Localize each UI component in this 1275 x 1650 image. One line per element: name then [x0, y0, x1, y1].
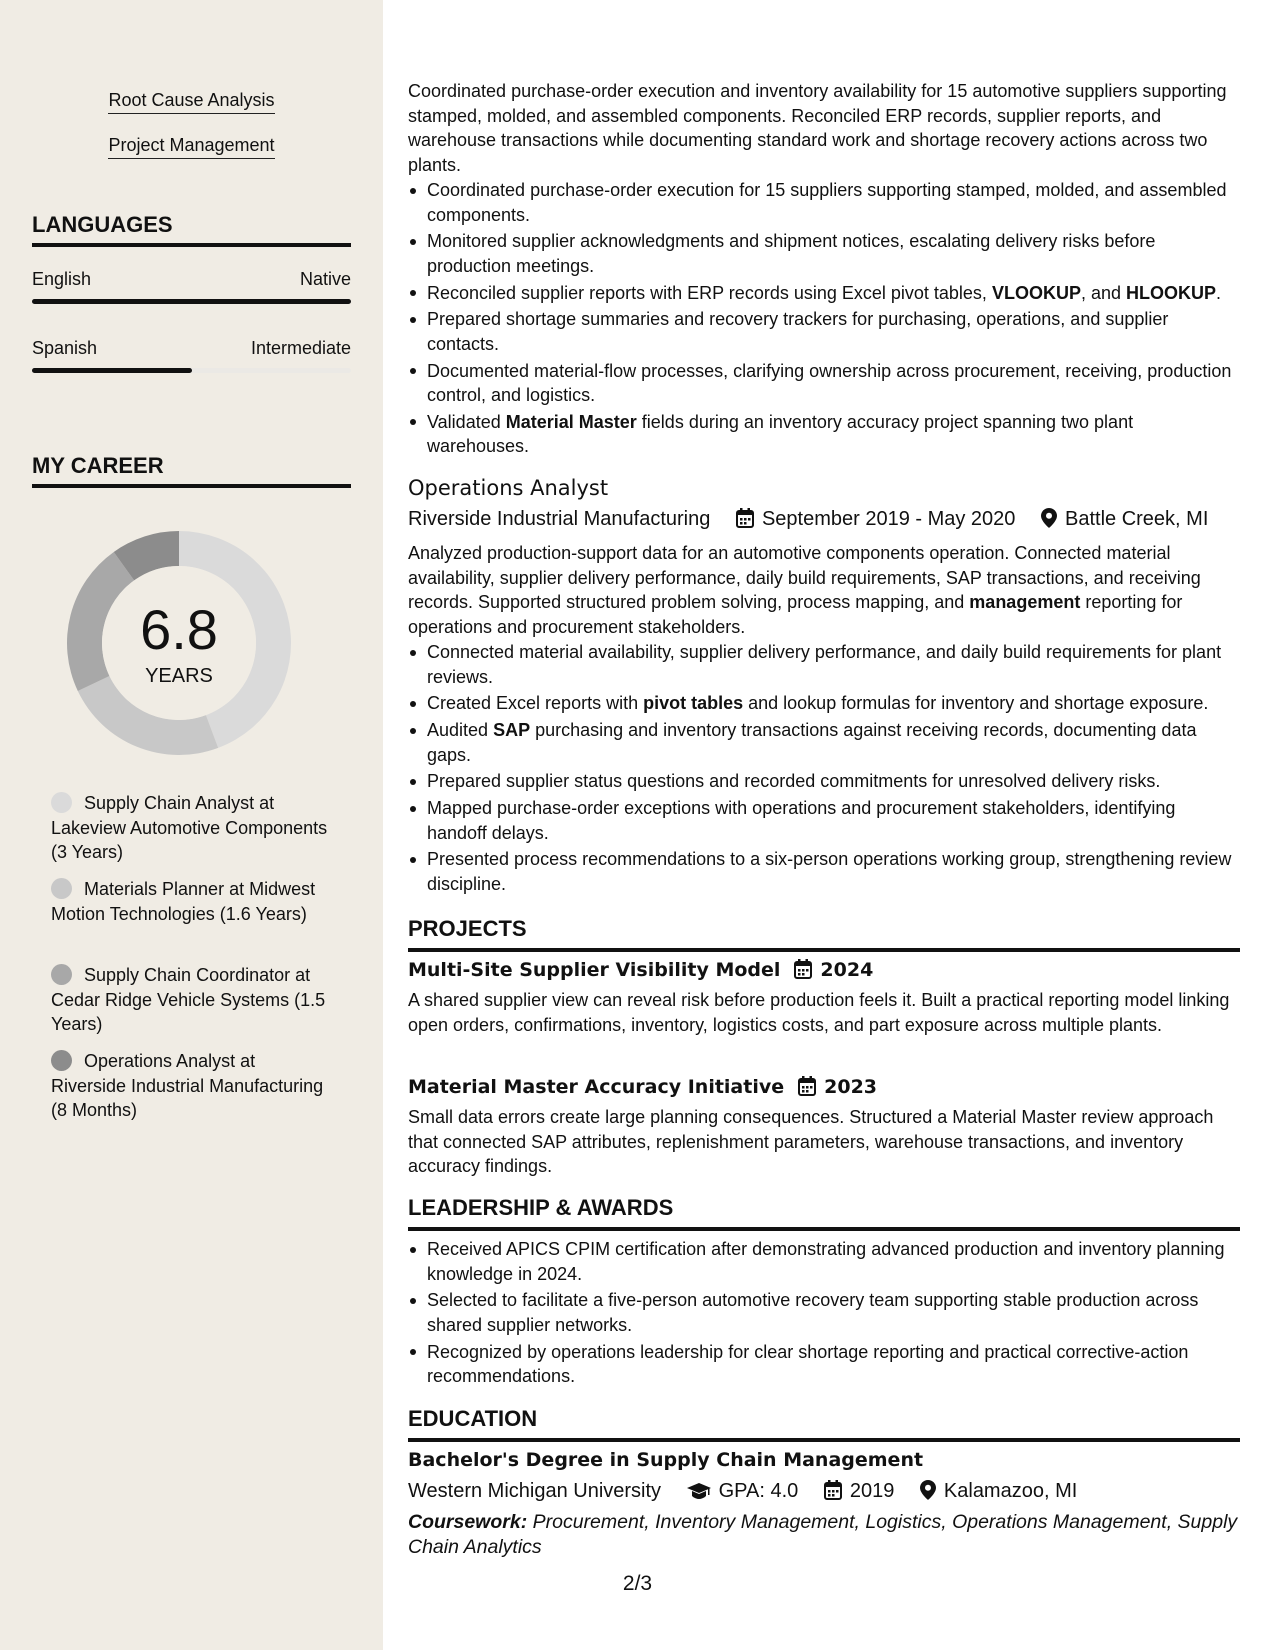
job-title: Operations Analyst — [408, 476, 609, 500]
bullet-item: Prepared supplier status questions and recorded commitments for unresolved delivery risks. — [408, 769, 1240, 794]
graduation-cap-icon — [687, 1482, 711, 1500]
sidebar — [0, 0, 383, 1650]
language-name: Spanish — [32, 338, 98, 358]
job-summary: Analyzed production-support data for an automotive components operation. Connected material availability, supplier delivery performance, daily build requirements, SAP transactions, and receiving records. Supported structured problem solving, process mapping, and management reporting for operations and procurement stakeholders. — [408, 543, 1201, 637]
education-heading: EDUCATION — [408, 1405, 1240, 1442]
company-name: Riverside Industrial Manufacturing — [408, 508, 711, 530]
education-meta — [408, 1478, 1240, 1504]
project-description: A shared supplier view can reveal risk before production feels it. Built a practical reporting model linking open orders, confirmations, inventory, logistics costs, and part exposure across multiple plants. — [408, 990, 1230, 1035]
project-title — [408, 957, 873, 983]
job-meta — [408, 506, 1240, 532]
job-bullet-list — [408, 178, 1240, 461]
main-content — [408, 0, 1240, 1650]
career-heading: MY CAREER — [32, 452, 351, 488]
bullet-item: Created Excel reports with pivot tables and lookup formulas for inventory and shortage exposure. — [408, 691, 1240, 716]
language-proficiency-fill — [32, 368, 192, 373]
project-year: 2023 — [824, 1076, 878, 1098]
leadership-bullet-list — [408, 1237, 1240, 1391]
gpa: GPA: 4.0 — [718, 1480, 799, 1502]
skill-item — [0, 133, 383, 159]
language-name: English — [32, 269, 92, 289]
language-proficiency-bar — [32, 299, 351, 304]
career-legend-text: Materials Planner at Midwest Motion Technologies (1.6 Years) — [51, 879, 316, 924]
coursework-label: Coursework: — [408, 1511, 528, 1533]
project-title — [408, 1074, 877, 1100]
calendar-icon — [824, 1480, 842, 1500]
coursework — [408, 1510, 1240, 1559]
bullet-item: Mapped purchase-order exceptions with operations and procurement stakeholders, identifying handoff delays. — [408, 796, 1240, 845]
job-dates: September 2019 - May 2020 — [761, 508, 1016, 530]
career-legend-text: Supply Chain Coordinator at Cedar Ridge Vehicle Systems (1.5 Years) — [51, 965, 326, 1034]
calendar-icon — [794, 959, 812, 979]
job-bullet-list — [408, 640, 1240, 899]
skill-label: Root Cause Analysis — [108, 88, 274, 114]
legend-dot — [51, 1050, 72, 1071]
bullet-item: Coordinated purchase-order execution for 15 suppliers supporting stamped, molded, and assembled components. — [408, 178, 1240, 227]
school-name: Western Michigan University — [408, 1480, 662, 1502]
project-description: Small data errors create large planning consequences. Structured a Material Master review approach that connected SAP attributes, replenishment parameters, warehouse transactions, and inventory accuracy findings. — [408, 1107, 1214, 1176]
legend-dot — [51, 792, 72, 813]
bullet-item: Connected material availability, supplier delivery performance, and daily build requirements for plant reviews. — [408, 640, 1240, 689]
skill-item — [0, 88, 383, 114]
bullet-item: Audited SAP purchasing and inventory transactions against receiving records, documenting data gaps. — [408, 718, 1240, 767]
projects-heading: PROJECTS — [408, 915, 1240, 952]
career-legend-text: Supply Chain Analyst at Lakeview Automotive Components (3 Years) — [51, 793, 328, 862]
bullet-item: Documented material-flow processes, clarifying ownership across procurement, receiving, production control, and logistics. — [408, 359, 1240, 408]
map-pin-icon — [920, 1480, 936, 1500]
bullet-item: Validated Material Master fields during an inventory accuracy project spanning two plant warehouses. — [408, 410, 1240, 459]
career-legend-item — [51, 877, 331, 926]
job-summary: Coordinated purchase-order execution and inventory availability for 15 automotive suppliers supporting stamped, molded, and assembled components. Reconciled ERP records, supplier reports, and warehouse transactions while documenting standard work and shortage recovery actions across two plants. — [408, 81, 1227, 175]
language-row — [32, 336, 351, 360]
career-legend-item — [51, 1049, 331, 1123]
school-location: Kalamazoo, MI — [943, 1480, 1078, 1502]
language-proficiency-fill — [32, 299, 351, 304]
map-pin-icon — [1041, 508, 1057, 528]
language-proficiency-bar — [32, 368, 351, 373]
degree-title: Bachelor's Degree in Supply Chain Management — [408, 1449, 924, 1471]
graduation-year: 2019 — [849, 1480, 895, 1502]
legend-dot — [51, 878, 72, 899]
career-total-value: 6.8 — [140, 598, 218, 661]
bullet-item: Received APICS CPIM certification after demonstrating advanced production and inventory planning knowledge in 2024. — [408, 1237, 1240, 1286]
language-level: Intermediate — [250, 338, 351, 358]
bullet-item: Reconciled supplier reports with ERP records using Excel pivot tables, VLOOKUP, and HLOOKUP. — [408, 281, 1240, 306]
bullet-item: Selected to facilitate a five-person automotive recovery team supporting stable production across shared supplier networks. — [408, 1288, 1240, 1337]
career-legend-item — [51, 963, 331, 1037]
leadership-heading: LEADERSHIP & AWARDS — [408, 1194, 1240, 1231]
languages-heading: LANGUAGES — [32, 211, 351, 247]
project-name: Multi-Site Supplier Visibility Model — [408, 959, 781, 981]
career-total-unit: YEARS — [145, 665, 213, 687]
skill-label: Project Management — [108, 133, 274, 159]
language-row — [32, 267, 351, 291]
bullet-item: Recognized by operations leadership for clear shortage reporting and practical corrective-action recommendations. — [408, 1340, 1240, 1389]
bullet-item: Presented process recommendations to a six-person operations working group, strengthening review discipline. — [408, 847, 1240, 896]
page-number: 2/3 — [622, 1572, 653, 1595]
career-legend-text: Operations Analyst at Riverside Industrial Manufacturing (8 Months) — [51, 1051, 324, 1120]
bullet-item: Monitored supplier acknowledgments and shipment notices, escalating delivery risks before production meetings. — [408, 229, 1240, 278]
language-level: Native — [299, 269, 351, 289]
coursework-list: Procurement, Inventory Management, Logistics, Operations Management, Supply Chain Analytics — [408, 1511, 1238, 1558]
career-legend-item — [51, 791, 331, 865]
legend-dot — [51, 964, 72, 985]
bullet-item: Prepared shortage summaries and recovery trackers for purchasing, operations, and supplier contacts. — [408, 307, 1240, 356]
job-location: Battle Creek, MI — [1065, 508, 1209, 530]
project-year: 2024 — [820, 959, 874, 981]
calendar-icon — [736, 508, 754, 528]
calendar-icon — [798, 1076, 816, 1096]
project-name: Material Master Accuracy Initiative — [408, 1076, 785, 1098]
